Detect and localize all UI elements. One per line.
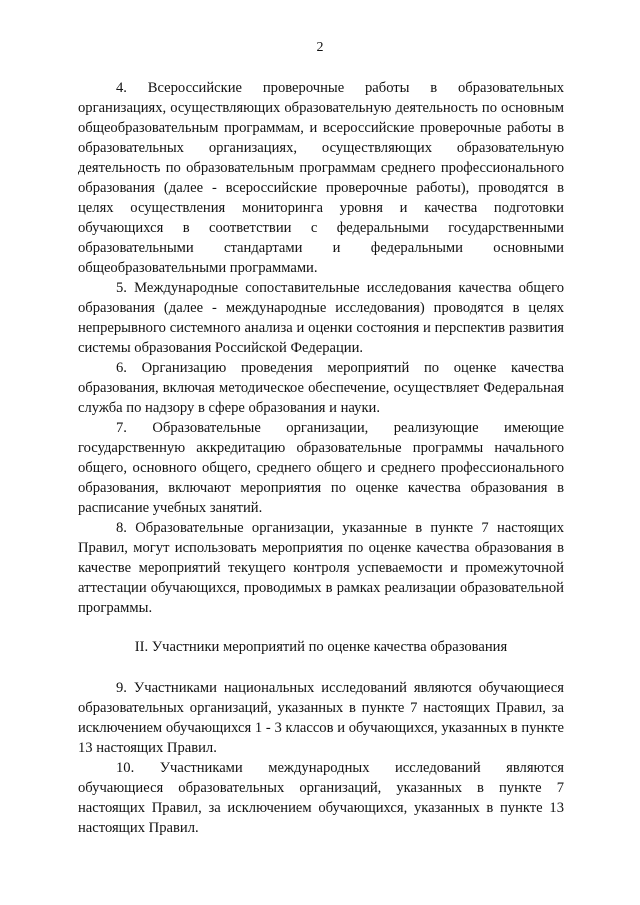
paragraph-10: 10. Участниками международных исследований являются обучающиеся образовательных организаций, указанных в пункте 7 настоящих Правил, за исключением обучающихся, указанных в пункте 13 настоящих Правил. (78, 760, 564, 836)
section-heading: II. Участники мероприятий по оценке качества образования (134, 639, 508, 655)
paragraph-7: 7. Образовательные организации, реализующие имеющие государственную аккредитацию образовательные программы начального общего, основного общего, среднего общего и среднего профессионального образования, включают мероприятия по оценке качества образования в расписание учебных занятий. (78, 420, 564, 516)
document-body (78, 78, 564, 838)
page-number: 2 (316, 40, 324, 55)
paragraph-4: 4. Всероссийские проверочные работы в образовательных организациях, осуществляющих образовательную деятельность по основным общеобразовательным программам, и всероссийские проверочные работы в образовательных организациях, осуществляющих образовательную деятельность по образовательным программам среднего профессионального образования (далее - всероссийские проверочные работы), проводятся в целях осуществления мониторинга уровня и качества подготовки обучающихся в соответствии с федеральными государственными образовательными стандартами и федеральными основными общеобразовательными программами. (78, 80, 564, 276)
paragraph-5: 5. Международные сопоставительные исследования качества общего образования (далее - международные исследования) проводятся в целях непрерывного системного анализа и оценки состояния и перспектив развития системы образования Российской Федерации. (78, 280, 564, 356)
paragraph-9: 9. Участниками национальных исследований являются обучающиеся образовательных организаций, указанных в пункте 7 настоящих Правил, за исключением обучающихся 1 - 3 классов и обучающихся, указанных в пункте 13 настоящих Правил. (78, 680, 564, 756)
paragraph-6: 6. Организацию проведения мероприятий по оценке качества образования, включая методическое обеспечение, осуществляет Федеральная служба по надзору в сфере образования и науки. (78, 360, 564, 416)
paragraph-8: 8. Образовательные организации, указанные в пункте 7 настоящих Правил, могут использовать мероприятия по оценке качества образования в качестве мероприятий текущего контроля успеваемости и промежуточной аттестации обучающихся, проводимых в рамках реализации образовательной программы. (78, 520, 564, 616)
